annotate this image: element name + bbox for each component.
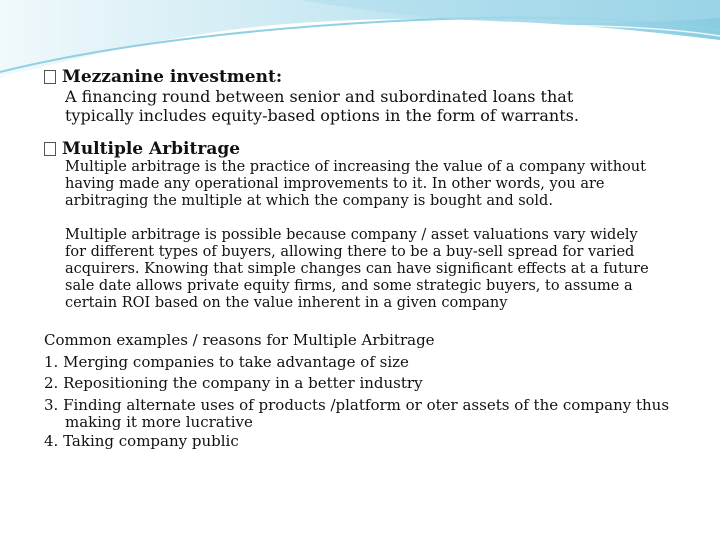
list-item: 3. Finding alternate uses of products /platform or oter assets of the company thus bbox=[44, 395, 670, 414]
bullet-box-icon bbox=[44, 142, 56, 156]
text-line: sale date allows private equity firms, and some strategic buyers, to assume a bbox=[65, 278, 633, 294]
text-line: having made any operational improvements to it. In other words, you are bbox=[65, 176, 605, 192]
mezzanine-heading bbox=[44, 67, 694, 87]
arbitrage-title: Multiple Arbitrage bbox=[62, 139, 241, 159]
text-line: for different types of buyers, allowing there to be a buy-sell spread for varied bbox=[65, 244, 635, 260]
text-line: typically includes equity-based options in the form of warrants. bbox=[65, 106, 579, 125]
list-item: 1. Merging companies to take advantage of size bbox=[44, 352, 409, 371]
text-line: Multiple arbitrage is possible because company / asset valuations vary widely bbox=[65, 227, 638, 243]
text-line: certain ROI based on the value inherent in a given company bbox=[65, 295, 508, 311]
mezzanine-section bbox=[44, 67, 694, 125]
list-item-continuation: making it more lucrative bbox=[65, 413, 253, 431]
mezzanine-title: Mezzanine investment: bbox=[62, 67, 283, 87]
bullet-box-icon bbox=[44, 70, 56, 84]
arbitrage-paragraph-1 bbox=[65, 159, 694, 210]
text-line: Multiple arbitrage is the practice of increasing the value of a company without bbox=[65, 159, 646, 175]
examples-list bbox=[44, 330, 694, 453]
text-line: arbitraging the multiple at which the company is bought and sold. bbox=[65, 193, 553, 209]
arbitrage-paragraph-2 bbox=[65, 227, 694, 312]
slide-content bbox=[44, 67, 694, 453]
list-item: 2. Repositioning the company in a better industry bbox=[44, 374, 423, 392]
mezzanine-definition bbox=[65, 87, 694, 125]
text-line: A financing round between senior and subordinated loans that bbox=[65, 87, 574, 106]
examples-heading: Common examples / reasons for Multiple Arbitrage bbox=[44, 331, 435, 349]
text-line: acquirers. Knowing that simple changes can have significant effects at a future bbox=[65, 261, 649, 277]
arbitrage-section bbox=[44, 139, 694, 312]
list-item: 4. Taking company public bbox=[44, 432, 239, 450]
arbitrage-heading bbox=[44, 139, 694, 159]
